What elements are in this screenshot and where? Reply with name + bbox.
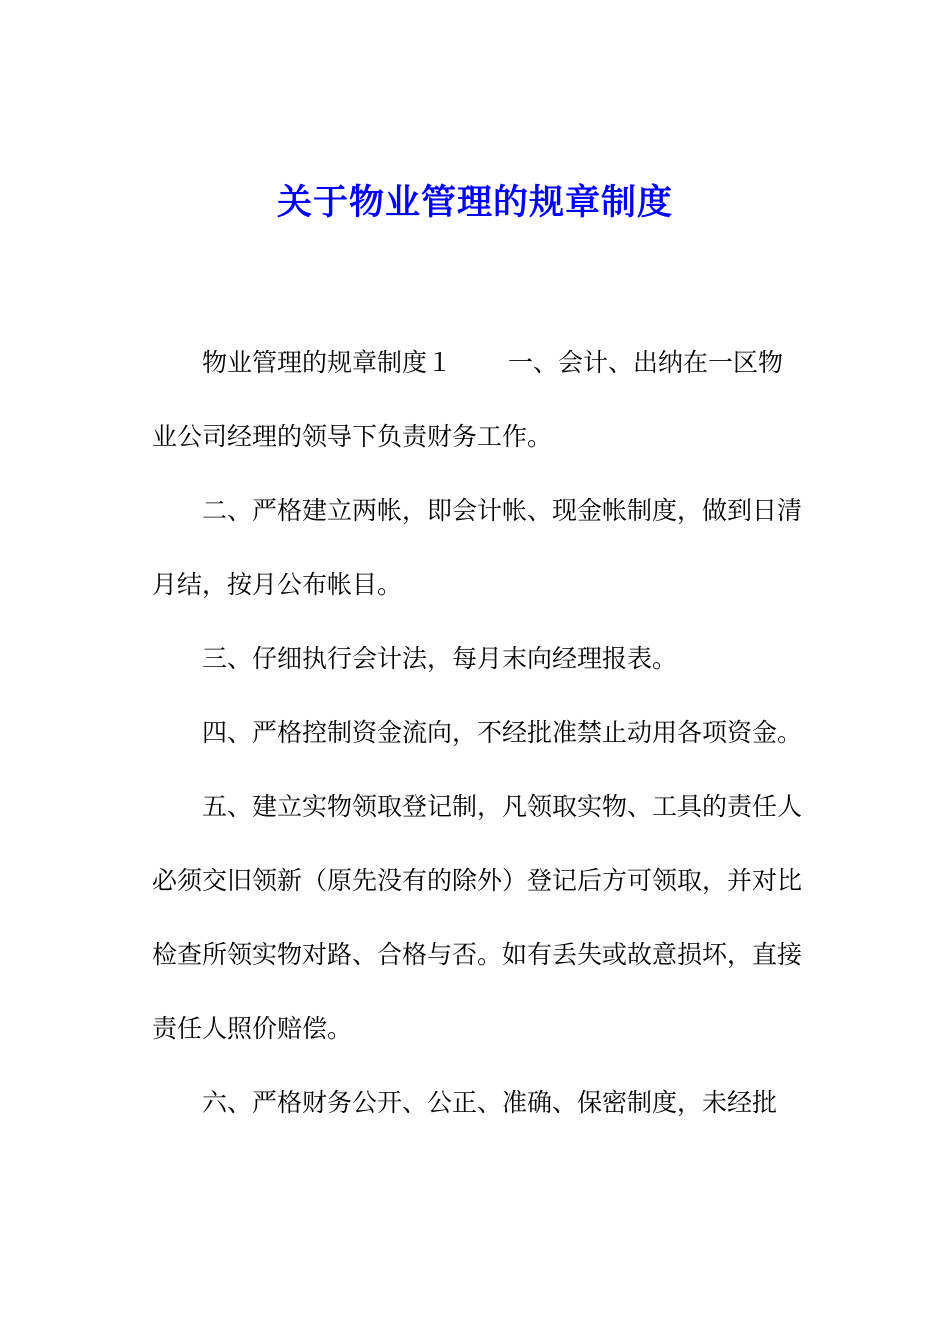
paragraph-5: 五、建立实物领取登记制，凡领取实物、工具的责任人必须交旧领新（原先没有的除外）登记后方可领取，并对比检查所领实物对路、合格与否。如有丢失或故意损坏，直接责任人照价赔偿。 — [152, 792, 803, 1043]
paragraph-1 — [152, 326, 802, 474]
paragraph-text: 一、会计、出纳在一区物业公司经理的领导下负责财务工作。 — [152, 348, 784, 451]
paragraph-4: 四、严格控制资金流向，不经批准禁止动用各项资金。 — [202, 718, 803, 747]
document-body — [152, 326, 802, 1140]
paragraph-lead: 物业管理的规章制度１ — [202, 348, 453, 377]
document-title: 关于物业管理的规章制度 — [276, 182, 673, 223]
paragraph-3: 三、仔细执行会计法，每月末向经理报表。 — [202, 644, 678, 673]
paragraph-2: 二、严格建立两帐，即会计帐、现金帐制度，做到日清月结，按月公布帐目。 — [152, 496, 803, 599]
paragraph-6: 六、严格财务公开、公正、准确、保密制度，未经批 — [202, 1088, 778, 1117]
